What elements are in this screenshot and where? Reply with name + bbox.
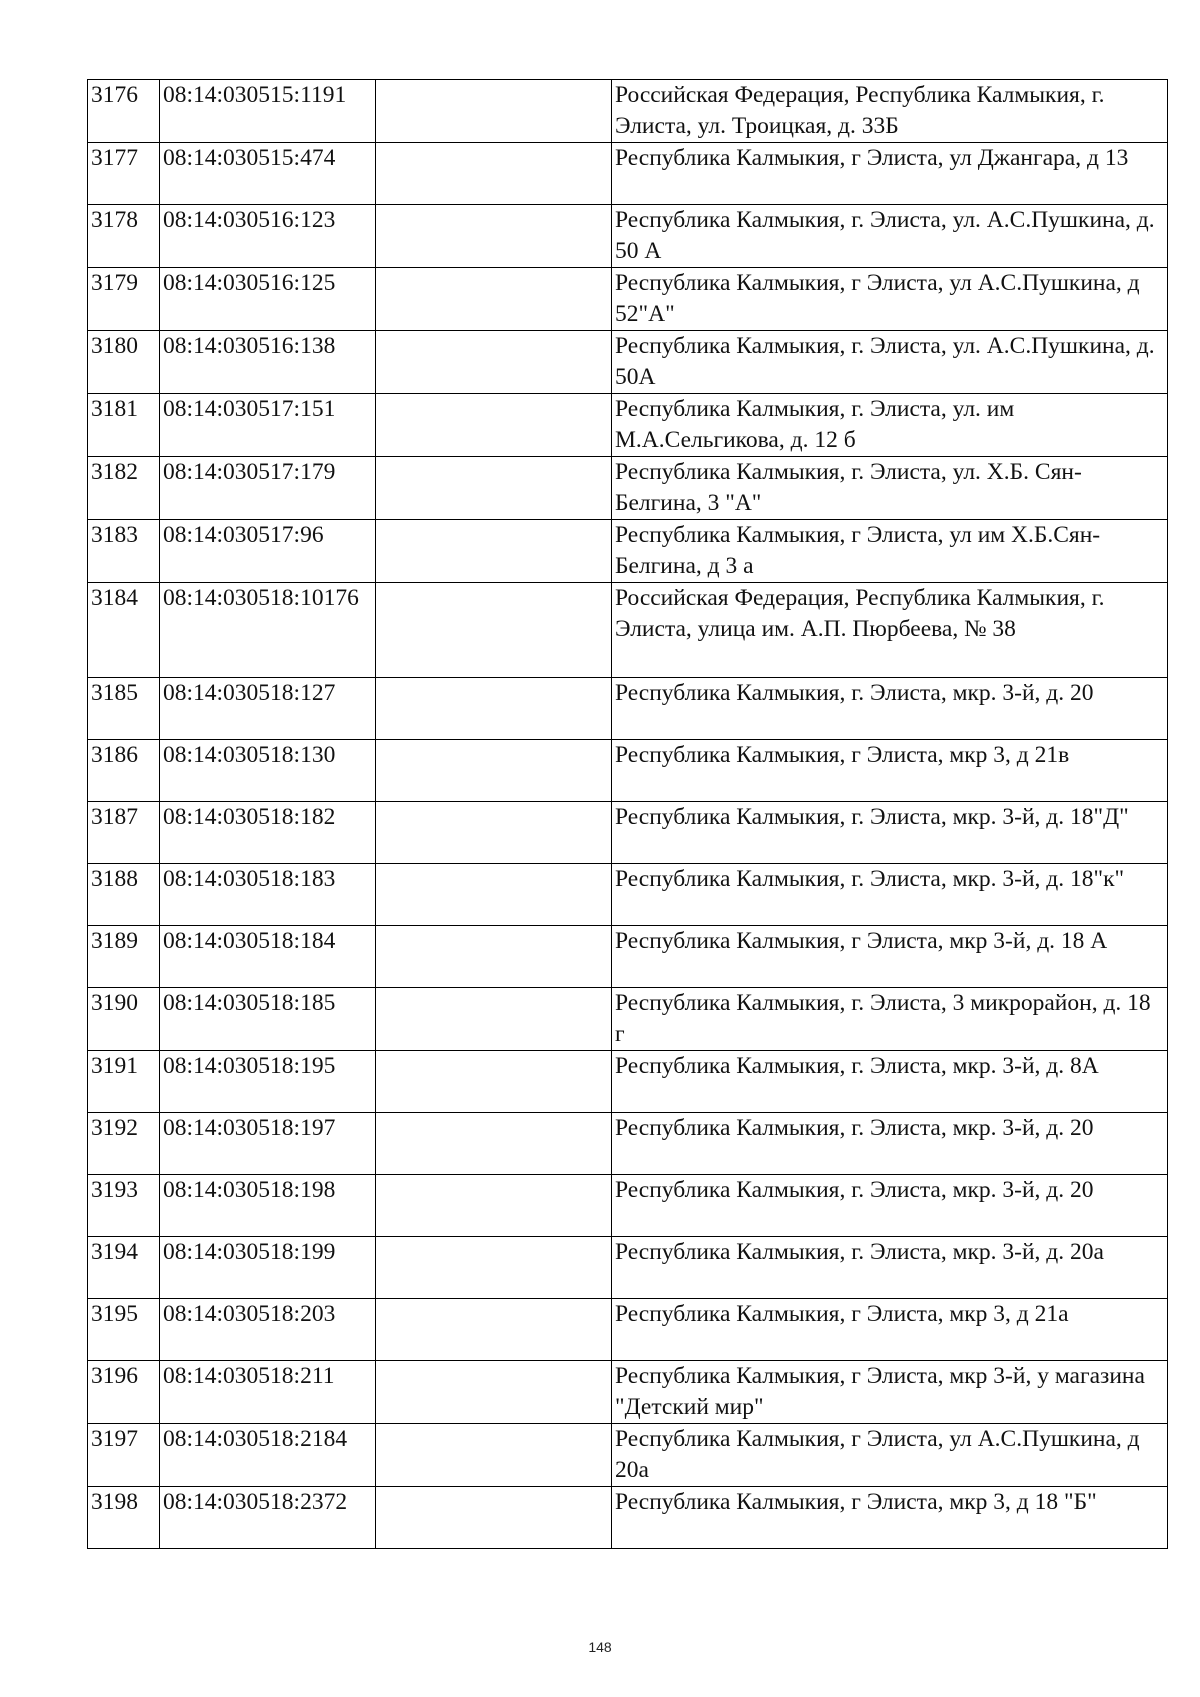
address: Республика Калмыкия, г Элиста, мкр 3-й, д. 18 А bbox=[612, 926, 1168, 988]
empty-cell bbox=[376, 1299, 612, 1361]
address: Российская Федерация, Республика Калмыкия, г. Элиста, улица им. А.П. Пюрбеева, № 38 bbox=[612, 583, 1168, 678]
address: Республика Калмыкия, г Элиста, ул им Х.Б.Сян-Белгина, д 3 а bbox=[612, 520, 1168, 583]
row-number: 3178 bbox=[88, 205, 160, 268]
row-number: 3182 bbox=[88, 457, 160, 520]
cadastral-number: 08:14:030518:183 bbox=[160, 864, 376, 926]
cadastral-number: 08:14:030517:151 bbox=[160, 394, 376, 457]
address: Республика Калмыкия, г. Элиста, 3 микрорайон, д. 18 г bbox=[612, 988, 1168, 1051]
page-number: 148 bbox=[588, 1639, 612, 1655]
address: Республика Калмыкия, г. Элиста, ул. им М.А.Сельгикова, д. 12 б bbox=[612, 394, 1168, 457]
empty-cell bbox=[376, 926, 612, 988]
cadastral-number: 08:14:030518:199 bbox=[160, 1237, 376, 1299]
address: Республика Калмыкия, г. Элиста, мкр. 3-й, д. 20 bbox=[612, 678, 1168, 740]
address: Республика Калмыкия, г Элиста, мкр 3, д 18 "Б" bbox=[612, 1487, 1168, 1549]
address: Республика Калмыкия, г Элиста, ул А.С.Пушкина, д 52"А" bbox=[612, 268, 1168, 331]
empty-cell bbox=[376, 143, 612, 205]
cadastral-number: 08:14:030518:2372 bbox=[160, 1487, 376, 1549]
address: Республика Калмыкия, г Элиста, мкр 3, д 21а bbox=[612, 1299, 1168, 1361]
empty-cell bbox=[376, 1487, 612, 1549]
table-row bbox=[88, 143, 1168, 205]
cadastral-number: 08:14:030518:185 bbox=[160, 988, 376, 1051]
empty-cell bbox=[376, 268, 612, 331]
empty-cell bbox=[376, 1113, 612, 1175]
row-number: 3184 bbox=[88, 583, 160, 678]
empty-cell bbox=[376, 205, 612, 268]
table-row bbox=[88, 268, 1168, 331]
empty-cell bbox=[376, 457, 612, 520]
row-number: 3187 bbox=[88, 802, 160, 864]
cadastral-number: 08:14:030518:130 bbox=[160, 740, 376, 802]
empty-cell bbox=[376, 1361, 612, 1424]
row-number: 3197 bbox=[88, 1424, 160, 1487]
row-number: 3186 bbox=[88, 740, 160, 802]
address: Республика Калмыкия, г Элиста, ул Джангара, д 13 bbox=[612, 143, 1168, 205]
table-row bbox=[88, 678, 1168, 740]
cadastral-number: 08:14:030517:96 bbox=[160, 520, 376, 583]
empty-cell bbox=[376, 802, 612, 864]
row-number: 3189 bbox=[88, 926, 160, 988]
table-row bbox=[88, 864, 1168, 926]
cadastral-number: 08:14:030518:197 bbox=[160, 1113, 376, 1175]
table-row bbox=[88, 1487, 1168, 1549]
empty-cell bbox=[376, 740, 612, 802]
empty-cell bbox=[376, 1424, 612, 1487]
row-number: 3183 bbox=[88, 520, 160, 583]
cadastral-number: 08:14:030518:127 bbox=[160, 678, 376, 740]
empty-cell bbox=[376, 583, 612, 678]
cadastral-number: 08:14:030518:211 bbox=[160, 1361, 376, 1424]
table-row bbox=[88, 926, 1168, 988]
cadastral-number: 08:14:030518:10176 bbox=[160, 583, 376, 678]
row-number: 3181 bbox=[88, 394, 160, 457]
empty-cell bbox=[376, 80, 612, 143]
address: Российская Федерация, Республика Калмыкия, г. Элиста, ул. Троицкая, д. 33Б bbox=[612, 80, 1168, 143]
cadastral-number: 08:14:030516:138 bbox=[160, 331, 376, 394]
row-number: 3180 bbox=[88, 331, 160, 394]
cadastral-number: 08:14:030517:179 bbox=[160, 457, 376, 520]
table-row bbox=[88, 1361, 1168, 1424]
table-row bbox=[88, 1299, 1168, 1361]
cadastral-number: 08:14:030518:195 bbox=[160, 1051, 376, 1113]
table-row bbox=[88, 1424, 1168, 1487]
address: Республика Калмыкия, г. Элиста, мкр. 3-й, д. 20 bbox=[612, 1113, 1168, 1175]
empty-cell bbox=[376, 331, 612, 394]
cadastral-number: 08:14:030516:123 bbox=[160, 205, 376, 268]
cadastral-number: 08:14:030515:474 bbox=[160, 143, 376, 205]
table-row bbox=[88, 1237, 1168, 1299]
cadastral-number: 08:14:030518:182 bbox=[160, 802, 376, 864]
row-number: 3188 bbox=[88, 864, 160, 926]
table-row bbox=[88, 740, 1168, 802]
table-row bbox=[88, 205, 1168, 268]
table-row bbox=[88, 988, 1168, 1051]
empty-cell bbox=[376, 394, 612, 457]
table-row bbox=[88, 1113, 1168, 1175]
row-number: 3185 bbox=[88, 678, 160, 740]
address: Республика Калмыкия, г. Элиста, мкр. 3-й, д. 18"к" bbox=[612, 864, 1168, 926]
empty-cell bbox=[376, 1051, 612, 1113]
row-number: 3196 bbox=[88, 1361, 160, 1424]
table-row bbox=[88, 457, 1168, 520]
row-number: 3194 bbox=[88, 1237, 160, 1299]
empty-cell bbox=[376, 1175, 612, 1237]
row-number: 3191 bbox=[88, 1051, 160, 1113]
address: Республика Калмыкия, г Элиста, мкр 3, д 21в bbox=[612, 740, 1168, 802]
row-number: 3198 bbox=[88, 1487, 160, 1549]
row-number: 3195 bbox=[88, 1299, 160, 1361]
cadastral-number: 08:14:030516:125 bbox=[160, 268, 376, 331]
table-row bbox=[88, 520, 1168, 583]
cadastral-number: 08:14:030518:184 bbox=[160, 926, 376, 988]
row-number: 3190 bbox=[88, 988, 160, 1051]
address: Республика Калмыкия, г. Элиста, ул. Х.Б. Сян-Белгина, 3 "А" bbox=[612, 457, 1168, 520]
cadastral-number: 08:14:030518:198 bbox=[160, 1175, 376, 1237]
address: Республика Калмыкия, г. Элиста, мкр. 3-й, д. 20 bbox=[612, 1175, 1168, 1237]
table-row bbox=[88, 80, 1168, 143]
address: Республика Калмыкия, г Элиста, мкр 3-й, у магазина "Детский мир" bbox=[612, 1361, 1168, 1424]
cadastral-number: 08:14:030515:1191 bbox=[160, 80, 376, 143]
table-row bbox=[88, 1051, 1168, 1113]
cadastral-number: 08:14:030518:203 bbox=[160, 1299, 376, 1361]
cadastral-number: 08:14:030518:2184 bbox=[160, 1424, 376, 1487]
table-row bbox=[88, 394, 1168, 457]
table-body bbox=[88, 80, 1168, 1549]
address: Республика Калмыкия, г. Элиста, мкр. 3-й, д. 18"Д" bbox=[612, 802, 1168, 864]
table-row bbox=[88, 802, 1168, 864]
row-number: 3193 bbox=[88, 1175, 160, 1237]
address: Республика Калмыкия, г Элиста, ул А.С.Пушкина, д 20а bbox=[612, 1424, 1168, 1487]
empty-cell bbox=[376, 678, 612, 740]
row-number: 3179 bbox=[88, 268, 160, 331]
empty-cell bbox=[376, 1237, 612, 1299]
empty-cell bbox=[376, 864, 612, 926]
table-row bbox=[88, 1175, 1168, 1237]
address: Республика Калмыкия, г. Элиста, мкр. 3-й, д. 8А bbox=[612, 1051, 1168, 1113]
empty-cell bbox=[376, 520, 612, 583]
table-row bbox=[88, 331, 1168, 394]
address: Республика Калмыкия, г. Элиста, ул. А.С.Пушкина, д. 50 А bbox=[612, 205, 1168, 268]
address: Республика Калмыкия, г. Элиста, ул. А.С.Пушкина, д. 50А bbox=[612, 331, 1168, 394]
row-number: 3177 bbox=[88, 143, 160, 205]
empty-cell bbox=[376, 988, 612, 1051]
table-row bbox=[88, 583, 1168, 678]
address: Республика Калмыкия, г. Элиста, мкр. 3-й, д. 20а bbox=[612, 1237, 1168, 1299]
property-table bbox=[87, 79, 1168, 1549]
row-number: 3192 bbox=[88, 1113, 160, 1175]
row-number: 3176 bbox=[88, 80, 160, 143]
